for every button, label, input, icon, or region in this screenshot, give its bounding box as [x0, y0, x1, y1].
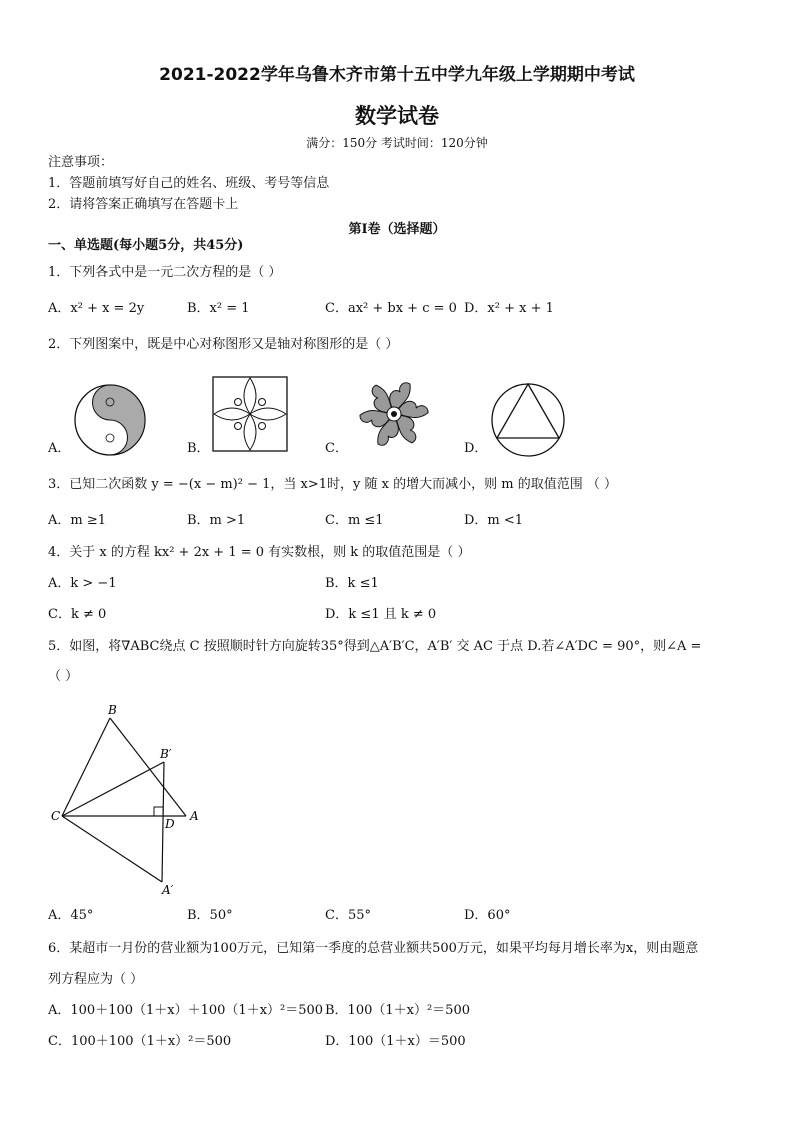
option-a: A．x² + x = 2y [48, 301, 145, 316]
option-d: D．100（1＋x）＝500 [325, 1034, 466, 1049]
option-a: A．m ≥1 [48, 513, 107, 528]
option-d: D．m <1 [464, 513, 524, 528]
question-stem: 2．下列图案中，既是中心对称图形又是轴对称图形的是（ ） [48, 337, 399, 352]
triangle-in-circle-figure [488, 380, 568, 460]
option-c: C．k ≠ 0 [48, 607, 107, 622]
option-a: A．45° [48, 908, 94, 923]
option-a: A． [48, 441, 71, 456]
label-d: D [165, 817, 175, 831]
question-stem: 1．下列各式中是一元二次方程的是（ ） [48, 265, 282, 280]
question-stem: 5．如图，将∇ABC绕点 C 按照顺时针方向旋转35°得到△A′B′C，A′B′ 交 AC 于点 D.若∠A′DC = 90°，则∠A = [48, 639, 702, 654]
notes-heading: 注意事项： [48, 155, 114, 170]
question-stem: 6．某超市一月份的营业额为100万元，已知第一季度的总营业额共500万元，如果平均每月增长率为x，则由题意 [48, 941, 699, 956]
label-a-prime: A′ [162, 883, 174, 897]
option-d: D．60° [464, 908, 511, 923]
label-a: A [190, 809, 199, 823]
option-b: B．m >1 [187, 513, 246, 528]
option-c: C．100＋100（1＋x）²＝500 [48, 1034, 232, 1049]
option-c: C．ax² + bx + c = 0 [325, 301, 457, 316]
yin-yang-figure [65, 380, 155, 460]
label-b: B [108, 703, 117, 717]
note-item: 1．答题前填写好自己的姓名、班级、考号等信息 [48, 176, 330, 191]
section-title: 一、单选题(每小题5分，共45分) [48, 238, 244, 253]
exam-subject: 数学试卷 [355, 104, 439, 128]
option-d: D．k ≤1 且 k ≠ 0 [325, 607, 437, 622]
flower-square-figure [212, 376, 288, 452]
option-a: A．100＋100（1＋x）＋100（1＋x）²＝500 [48, 1003, 324, 1018]
option-c: C．55° [325, 908, 371, 923]
question-stem-cont: 列方程应为（ ） [48, 972, 144, 987]
exam-meta: 满分：150分 考试时间：120分钟 [306, 136, 488, 150]
question-stem: 4．关于 x 的方程 kx² + 2x + 1 = 0 有实数根，则 k 的取值范围是（ ） [48, 545, 471, 560]
option-b: B．k ≤1 [325, 576, 379, 591]
option-b: B．50° [187, 908, 233, 923]
option-a: A．k > −1 [48, 576, 117, 591]
option-b: B． [187, 441, 210, 456]
option-b: B．x² = 1 [187, 301, 250, 316]
option-d: D． [464, 441, 488, 456]
rotation-triangle-figure [48, 700, 218, 900]
option-c: C． [325, 441, 348, 456]
question-stem: 3．已知二次函数 y = −(x − m)² − 1，当 x>1时，y 随 x 的增大而减小，则 m 的取值范围 （ ） [48, 477, 617, 492]
label-c: C [51, 809, 61, 823]
option-c: C．m ≤1 [325, 513, 384, 528]
question-stem-cont: （ ） [48, 669, 79, 684]
pinwheel-flower-figure [352, 372, 436, 456]
option-d: D．x² + x + 1 [464, 301, 554, 316]
part-title: 第I卷（选择题） [348, 222, 446, 237]
label-b-prime: B′ [160, 747, 172, 761]
note-item: 2．请将答案正确填写在答题卡上 [48, 197, 239, 212]
option-b: B．100（1＋x）²＝500 [325, 1003, 470, 1018]
exam-title: 2021-2022学年乌鲁木齐市第十五中学九年级上学期期中考试 [159, 65, 635, 85]
